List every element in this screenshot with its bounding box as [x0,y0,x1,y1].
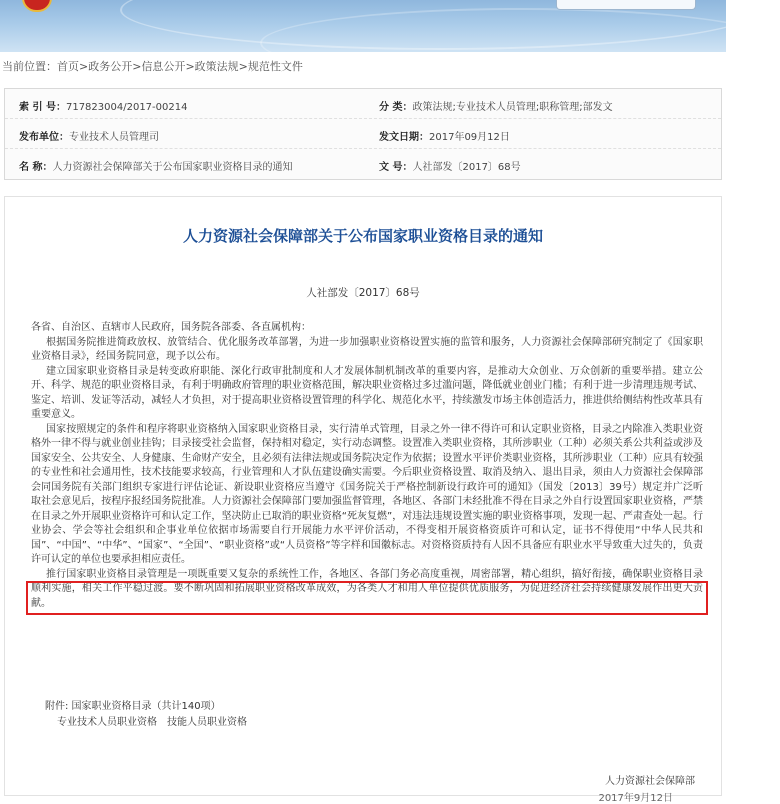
page-title: 人力资源社会保障部关于公布国家职业资格目录的通知 [182,227,543,245]
meta-row [5,149,721,179]
document-metadata-table [4,88,722,180]
paragraph: 推行国家职业资格目录管理是一项既重要又复杂的系统性工作，各地区、各部门务必高度重视，周密部署，精心组织，搞好衔接，确保职业资格目录顺利实施，相关工作平稳过渡。要不断巩固和拓展职业资格改革成效，为各类人才和用人单位提供优质服务，为促进经济社会持续健康发展作出更大贡献。 [31,568,703,609]
date-value: 2017年09月12日 [429,132,510,143]
breadcrumb [2,58,303,74]
issuer-value: 专业技术人员管理司 [69,132,159,143]
signature: 人力资源社会保障部 [605,776,695,787]
doc-name [19,158,292,173]
breadcrumb-item-info[interactable]: 信息公开 [141,60,186,73]
site-banner [0,0,726,52]
meta-row [5,89,721,119]
issuer-label: 发布单位： [19,132,69,143]
docno-value: 人社部发〔2017〕68号 [412,162,521,173]
document-text [31,321,703,611]
breadcrumb-item-normative[interactable]: 规范性文件 [247,60,303,73]
salutation: 各省、自治区、直辖市人民政府，国务院各部委、各直属机构： [31,322,311,333]
national-emblem-icon [22,0,52,12]
index-value: 717823004/2017-00214 [65,102,188,113]
docno-label: 文 号： [379,162,413,173]
attachment-links[interactable]: 专业技术人员职业资格 技能人员职业资格 [57,717,247,728]
category [379,98,613,113]
attachment [45,699,247,731]
breadcrumb-separator: > [238,60,248,73]
attachment-title: 附件: 国家职业资格目录（共计140项） [45,701,221,712]
category-value: 政策法规;专业技术人员管理;职称管理;部发文 [412,102,613,113]
date-label: 发文日期： [379,132,429,143]
issue-date [379,128,510,143]
doc-number [379,158,521,173]
paragraph: 国家按照规定的条件和程序将职业资格纳入国家职业资格目录，实行清单式管理，目录之外一律不得许可和认定职业资格，目录之内除准入类职业资格外一律不得与就业创业挂钩；目录接受社会监督，保持相对稳定，实行动态调整。设置准入类职业资格，其所涉职业（工种）必须关系公共利益或涉及国家安全、公共安全、人身健康、生命财产安全，且必须有法律法规或国务院决定作为依据；设置水平评价类职业资格，其所涉职业（工种）应具有较强的专业性和社会通用性，技术技能要求较高，行业管理和人才队伍建设确实需要。今后职业资格设置、取消及纳入、退出目录，须由人力资源社会保障部会同国务院有关部门组织专家进行评估论证、新设职业资格应当遵守《国务院关于严格控制新设行政许可的通知》（国发〔2013〕39号）规定并广泛听取社会意见后，按程序报经国务院批准。人力资源社会保障部门要加强监督管理，各地区、各部门未经批准不得在目录之外自行设置国家职业资格，严禁在目录之外开展职业资格许可和认定工作，坚决防止已取消的职业资格“死灰复燃”，对违法违规设置实施的职业资格事项，发现一起、严肃查处一起。行业协会、学会等社会组织和企事业单位依据市场需要自行开展能力水平评价活动，不得变相开展资格资质许可和认定，证书不得使用“中华人民共和国”、“中国”、“中华”、“国家”、“全国”、“职业资格”或“人员资格”等字样和国徽标志。对资格资质持有人因不具备应有职业水平导致重大过失的，负责许可认定的单位也要承担相应责任。 [31,423,703,565]
breadcrumb-item-gov[interactable]: 政务公开 [88,60,133,73]
category-label: 分 类： [379,102,413,113]
paragraph: 建立国家职业资格目录是转变政府职能、深化行政审批制度和人才发展体制机制改革的重要内容，是推动大众创业、万众创新的重要举措。建立公开、科学、规范的职业资格目录，有利于明确政府管理的职业资格范围，解决职业资格过多过滥问题，降低就业创业门槛；有利于进一步清理违规考试、鉴定、培训、发证等活动，减轻人才负担，对于提高职业资格设置管理的科学化、规范化水平，持续激发市场主体创造活力，推进供给侧结构性改革具有重要意义。 [31,365,703,420]
banner-decoration [260,8,780,78]
breadcrumb-separator: > [185,60,195,73]
breadcrumb-separator: > [132,60,142,73]
breadcrumb-item-policy[interactable]: 政策法规 [194,60,239,73]
index-number [19,98,187,113]
search-input[interactable] [556,0,696,10]
breadcrumb-label: 当前位置： [2,60,57,73]
name-label: 名 称： [19,162,53,173]
paragraph: 根据国务院推进简政放权、放管结合、优化服务改革部署，为进一步加强职业资格设置实施的监管和服务，人力资源社会保障部研究制定了《国家职业资格目录》，经国务院同意，现予以公布。 [31,336,703,362]
name-value: 人力资源社会保障部关于公布国家职业资格目录的通知 [52,162,293,173]
breadcrumb-separator: > [79,60,89,73]
document-body [4,196,722,804]
breadcrumb-item-home[interactable]: 首页 [57,60,79,73]
document-number: 人社部发〔2017〕68号 [306,287,420,299]
index-label: 索 引 号： [19,102,66,113]
issuer [19,128,159,143]
meta-row [5,119,721,149]
signature-date: 2017年9月12日 [598,793,673,804]
